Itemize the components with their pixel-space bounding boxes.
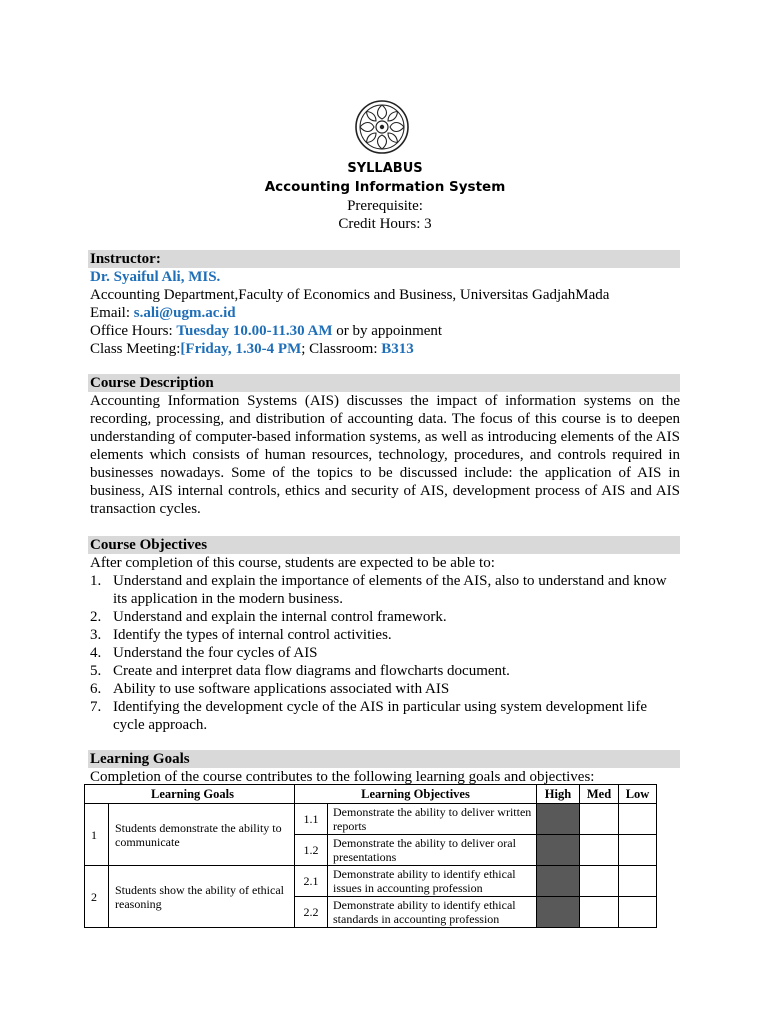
learning-goals-table	[84, 784, 657, 928]
goal-number: 2	[85, 866, 109, 928]
office-hours-line	[90, 322, 442, 340]
university-seal-icon	[354, 98, 410, 156]
objective-text: Demonstrate the ability to deliver oral presentations	[328, 835, 537, 866]
classroom-value: B313	[381, 341, 414, 357]
email-label: Email:	[90, 305, 134, 321]
goal-number: 1	[85, 804, 109, 866]
office-hours-suffix: or by appoinment	[332, 323, 443, 339]
level-med-cell	[580, 835, 619, 866]
class-meeting-time: [Friday, 1.30-4 PM	[180, 341, 302, 357]
table-row	[85, 804, 657, 835]
objective-id: 1.1	[295, 804, 328, 835]
class-meeting-line	[90, 340, 414, 358]
level-med-cell	[580, 804, 619, 835]
objective-text: Demonstrate ability to identify ethical issues in accounting profession	[328, 866, 537, 897]
table-row	[85, 866, 657, 897]
column-header-low: Low	[619, 785, 657, 804]
level-high-cell	[537, 835, 580, 866]
level-low-cell	[619, 866, 657, 897]
list-item: 7. Identifying the development cycle of the AIS in particular using system development life cycle approach.	[90, 699, 648, 733]
level-high-cell	[537, 897, 580, 928]
column-header-objectives: Learning Objectives	[295, 785, 537, 804]
course-description-text: Accounting Information Systems (AIS) discusses the impact of information systems on the recording, processing, and distribution of accounting data. The focus of this course is to deepen understanding of computer-based information systems, as well as introducing elements of the AIS elements which consists of human resources, technology, procedures, and controls required in businesses nowadays. Some of the topics to be discussed include: the application of AIS in business, AIS internal controls, ethics and security of AIS, development process of AIS and AIS transaction cycles.	[90, 393, 680, 517]
table-header-row	[85, 785, 657, 804]
list-item: 2. Understand and explain the internal control framework.	[90, 609, 447, 625]
list-item: 4. Understand the four cycles of AIS	[90, 645, 318, 661]
classroom-label: ; Classroom:	[301, 341, 382, 357]
objective-id: 1.2	[295, 835, 328, 866]
course-description-heading: Course Description	[88, 374, 680, 392]
instructor-name: Dr. Syaiful Ali, MIS.	[90, 269, 221, 285]
level-high-cell	[537, 804, 580, 835]
level-low-cell	[619, 804, 657, 835]
column-header-med: Med	[580, 785, 619, 804]
list-item: 3. Identify the types of internal control activities.	[90, 627, 392, 643]
list-item: 1. Understand and explain the importance of elements of the AIS, also to understand and know its application in the modern business.	[90, 573, 667, 607]
goal-text: Students show the ability of ethical reasoning	[109, 866, 295, 928]
level-med-cell	[580, 897, 619, 928]
course-title: Accounting Information System	[264, 179, 506, 195]
course-objectives-list	[90, 572, 680, 734]
course-objectives-heading: Course Objectives	[88, 536, 680, 554]
list-item: 5. Create and interpret data flow diagrams and flowcharts document.	[90, 663, 510, 679]
email-link[interactable]: s.ali@ugm.ac.id	[133, 305, 236, 321]
office-hours-value: Tuesday 10.00-11.30 AM	[176, 323, 333, 339]
objective-id: 2.2	[295, 897, 328, 928]
objective-id: 2.1	[295, 866, 328, 897]
list-item: 6. Ability to use software applications associated with AIS	[90, 681, 450, 697]
goal-text: Students demonstrate the ability to communicate	[109, 804, 295, 866]
level-med-cell	[580, 866, 619, 897]
level-low-cell	[619, 835, 657, 866]
level-high-cell	[537, 866, 580, 897]
objective-text: Demonstrate ability to identify ethical standards in accounting profession	[328, 897, 537, 928]
learning-goals-heading: Learning Goals	[88, 750, 680, 768]
instructor-department: Accounting Department,Faculty of Economics and Business, Universitas GadjahMada	[90, 287, 610, 303]
learning-goals-intro: Completion of the course contributes to the following learning goals and objectives:	[90, 769, 595, 785]
instructor-heading: Instructor:	[88, 250, 680, 268]
objective-text: Demonstrate the ability to deliver written reports	[328, 804, 537, 835]
column-header-goals: Learning Goals	[85, 785, 295, 804]
office-hours-label: Office Hours:	[90, 323, 177, 339]
level-low-cell	[619, 897, 657, 928]
class-meeting-label: Class Meeting:	[90, 341, 181, 357]
credit-hours: Credit Hours: 3	[338, 216, 432, 232]
course-objectives-intro: After completion of this course, students are expected to be able to:	[90, 555, 495, 571]
prerequisite: Prerequisite:	[347, 198, 423, 214]
email-line	[90, 304, 236, 322]
column-header-high: High	[537, 785, 580, 804]
document-type: SYLLABUS	[347, 161, 423, 176]
